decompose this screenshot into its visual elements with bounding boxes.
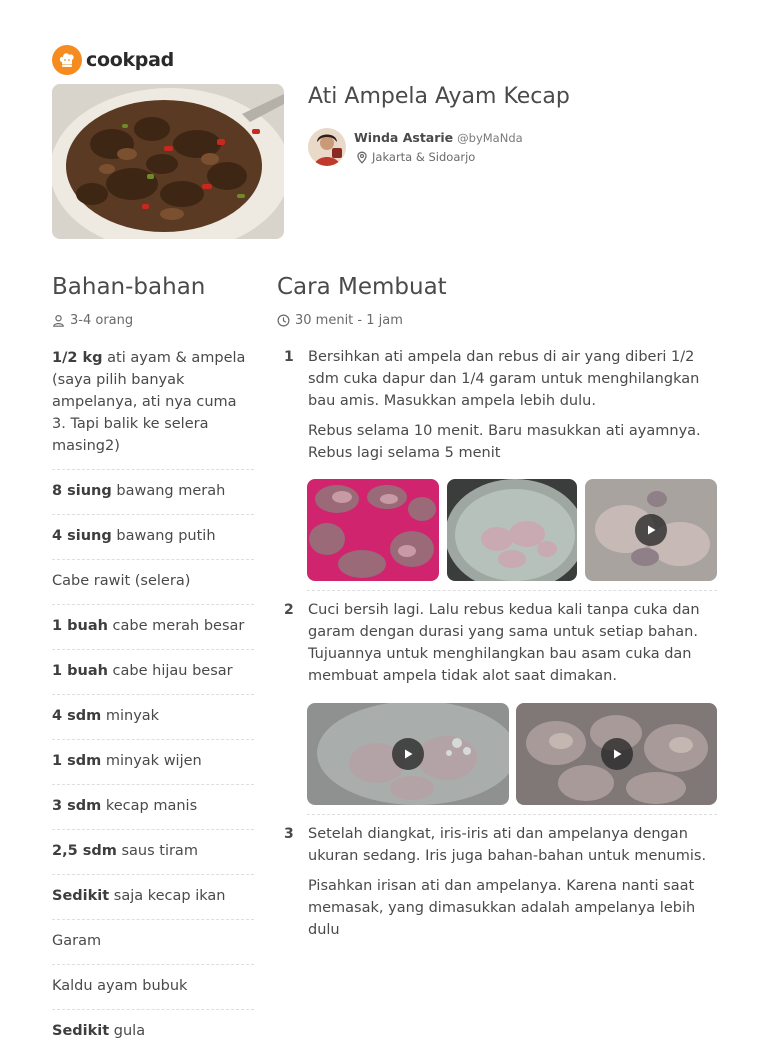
author-location (356, 150, 475, 164)
clock-icon (277, 314, 290, 327)
steps-heading: Cara Membuat (277, 274, 447, 300)
ingredients-heading: Bahan-bahan (52, 274, 206, 300)
step-video[interactable] (585, 479, 717, 581)
step-text (308, 823, 718, 949)
duration-text: 30 menit - 1 jam (295, 313, 403, 328)
location-text: Jakarta & Sidoarjo (372, 150, 476, 164)
brand-name: cookpad (86, 49, 174, 71)
step-video[interactable] (516, 703, 717, 805)
ingredient-item: 1/2 kg ati ayam & ampela (saya pilih banyak ampelanya, ati nya cuma 3. Tapi balik ke selera masing2) (52, 345, 254, 470)
ingredient-item: 1 buah cabe hijau besar (52, 658, 254, 695)
step-photo[interactable] (447, 479, 577, 581)
step-paragraph: Setelah diangkat, iris-iris ati dan ampelanya dengan ukuran sedang. Iris juga bahan-bahan untuk menumis. (308, 826, 707, 864)
step-number: 3 (284, 826, 294, 842)
ingredient-item: Sedikit saja kecap ikan (52, 883, 254, 920)
author-avatar[interactable] (308, 128, 346, 166)
ingredient-item: 2,5 sdm saus tiram (52, 838, 254, 875)
step-divider (307, 814, 717, 815)
step-divider (307, 590, 717, 591)
author-handle[interactable]: @byMaNda (457, 131, 523, 145)
cookpad-logo[interactable] (52, 45, 174, 75)
cook-duration (277, 313, 403, 328)
person-icon (52, 314, 65, 327)
author-name[interactable]: Winda Astarie (354, 130, 454, 145)
chef-hat-icon (52, 45, 82, 75)
servings (52, 313, 133, 328)
ingredient-item: 4 siung bawang putih (52, 523, 254, 560)
play-icon[interactable] (392, 738, 424, 770)
ingredient-item: 1 buah cabe merah besar (52, 613, 254, 650)
recipe-title: Ati Ampela Ayam Kecap (308, 84, 570, 109)
ingredient-item: 1 sdm minyak wijen (52, 748, 254, 785)
ingredient-item: Sedikit gula (52, 1023, 146, 1039)
author-line (354, 130, 523, 145)
step-text (308, 346, 718, 472)
location-pin-icon (356, 151, 368, 164)
step-number: 2 (284, 602, 294, 618)
step-photo[interactable] (307, 479, 439, 581)
ingredient-item: 8 siung bawang merah (52, 478, 254, 515)
recipe-hero-image (52, 84, 284, 239)
play-icon[interactable] (635, 514, 667, 546)
ingredient-item: Garam (52, 928, 254, 965)
step-paragraph: Cuci bersih lagi. Lalu rebus kedua kali tanpa cuka dan garam dengan durasi yang sama untuk setiap bahan. Tujuannya untuk menghilangkan bau asam cuka dan membuat ampela tidak alot saat dimakan. (308, 602, 700, 684)
step-text (308, 599, 718, 695)
step-video[interactable] (307, 703, 509, 805)
step-paragraph: Rebus selama 10 menit. Baru masukkan ati ayamnya. Rebus lagi selama 5 menit (308, 423, 701, 461)
step-paragraph: Pisahkan irisan ati dan ampelanya. Karena nanti saat memasak, yang dimasukkan adalah ampelanya lebih dulu (308, 878, 696, 938)
ingredient-item: Kaldu ayam bubuk (52, 973, 254, 1010)
step-number: 1 (284, 349, 294, 365)
ingredient-item: 4 sdm minyak (52, 703, 254, 740)
ingredient-list (52, 345, 254, 1062)
servings-text: 3-4 orang (70, 313, 134, 328)
ingredient-item: Cabe rawit (selera) (52, 568, 254, 605)
play-icon[interactable] (601, 738, 633, 770)
ingredient-item: 3 sdm kecap manis (52, 793, 254, 830)
step-paragraph: Bersihkan ati ampela dan rebus di air yang diberi 1/2 sdm cuka dapur dan 1/4 garam untuk menghilangkan bau amis. Masukkan ampela lebih dulu. (308, 349, 700, 409)
